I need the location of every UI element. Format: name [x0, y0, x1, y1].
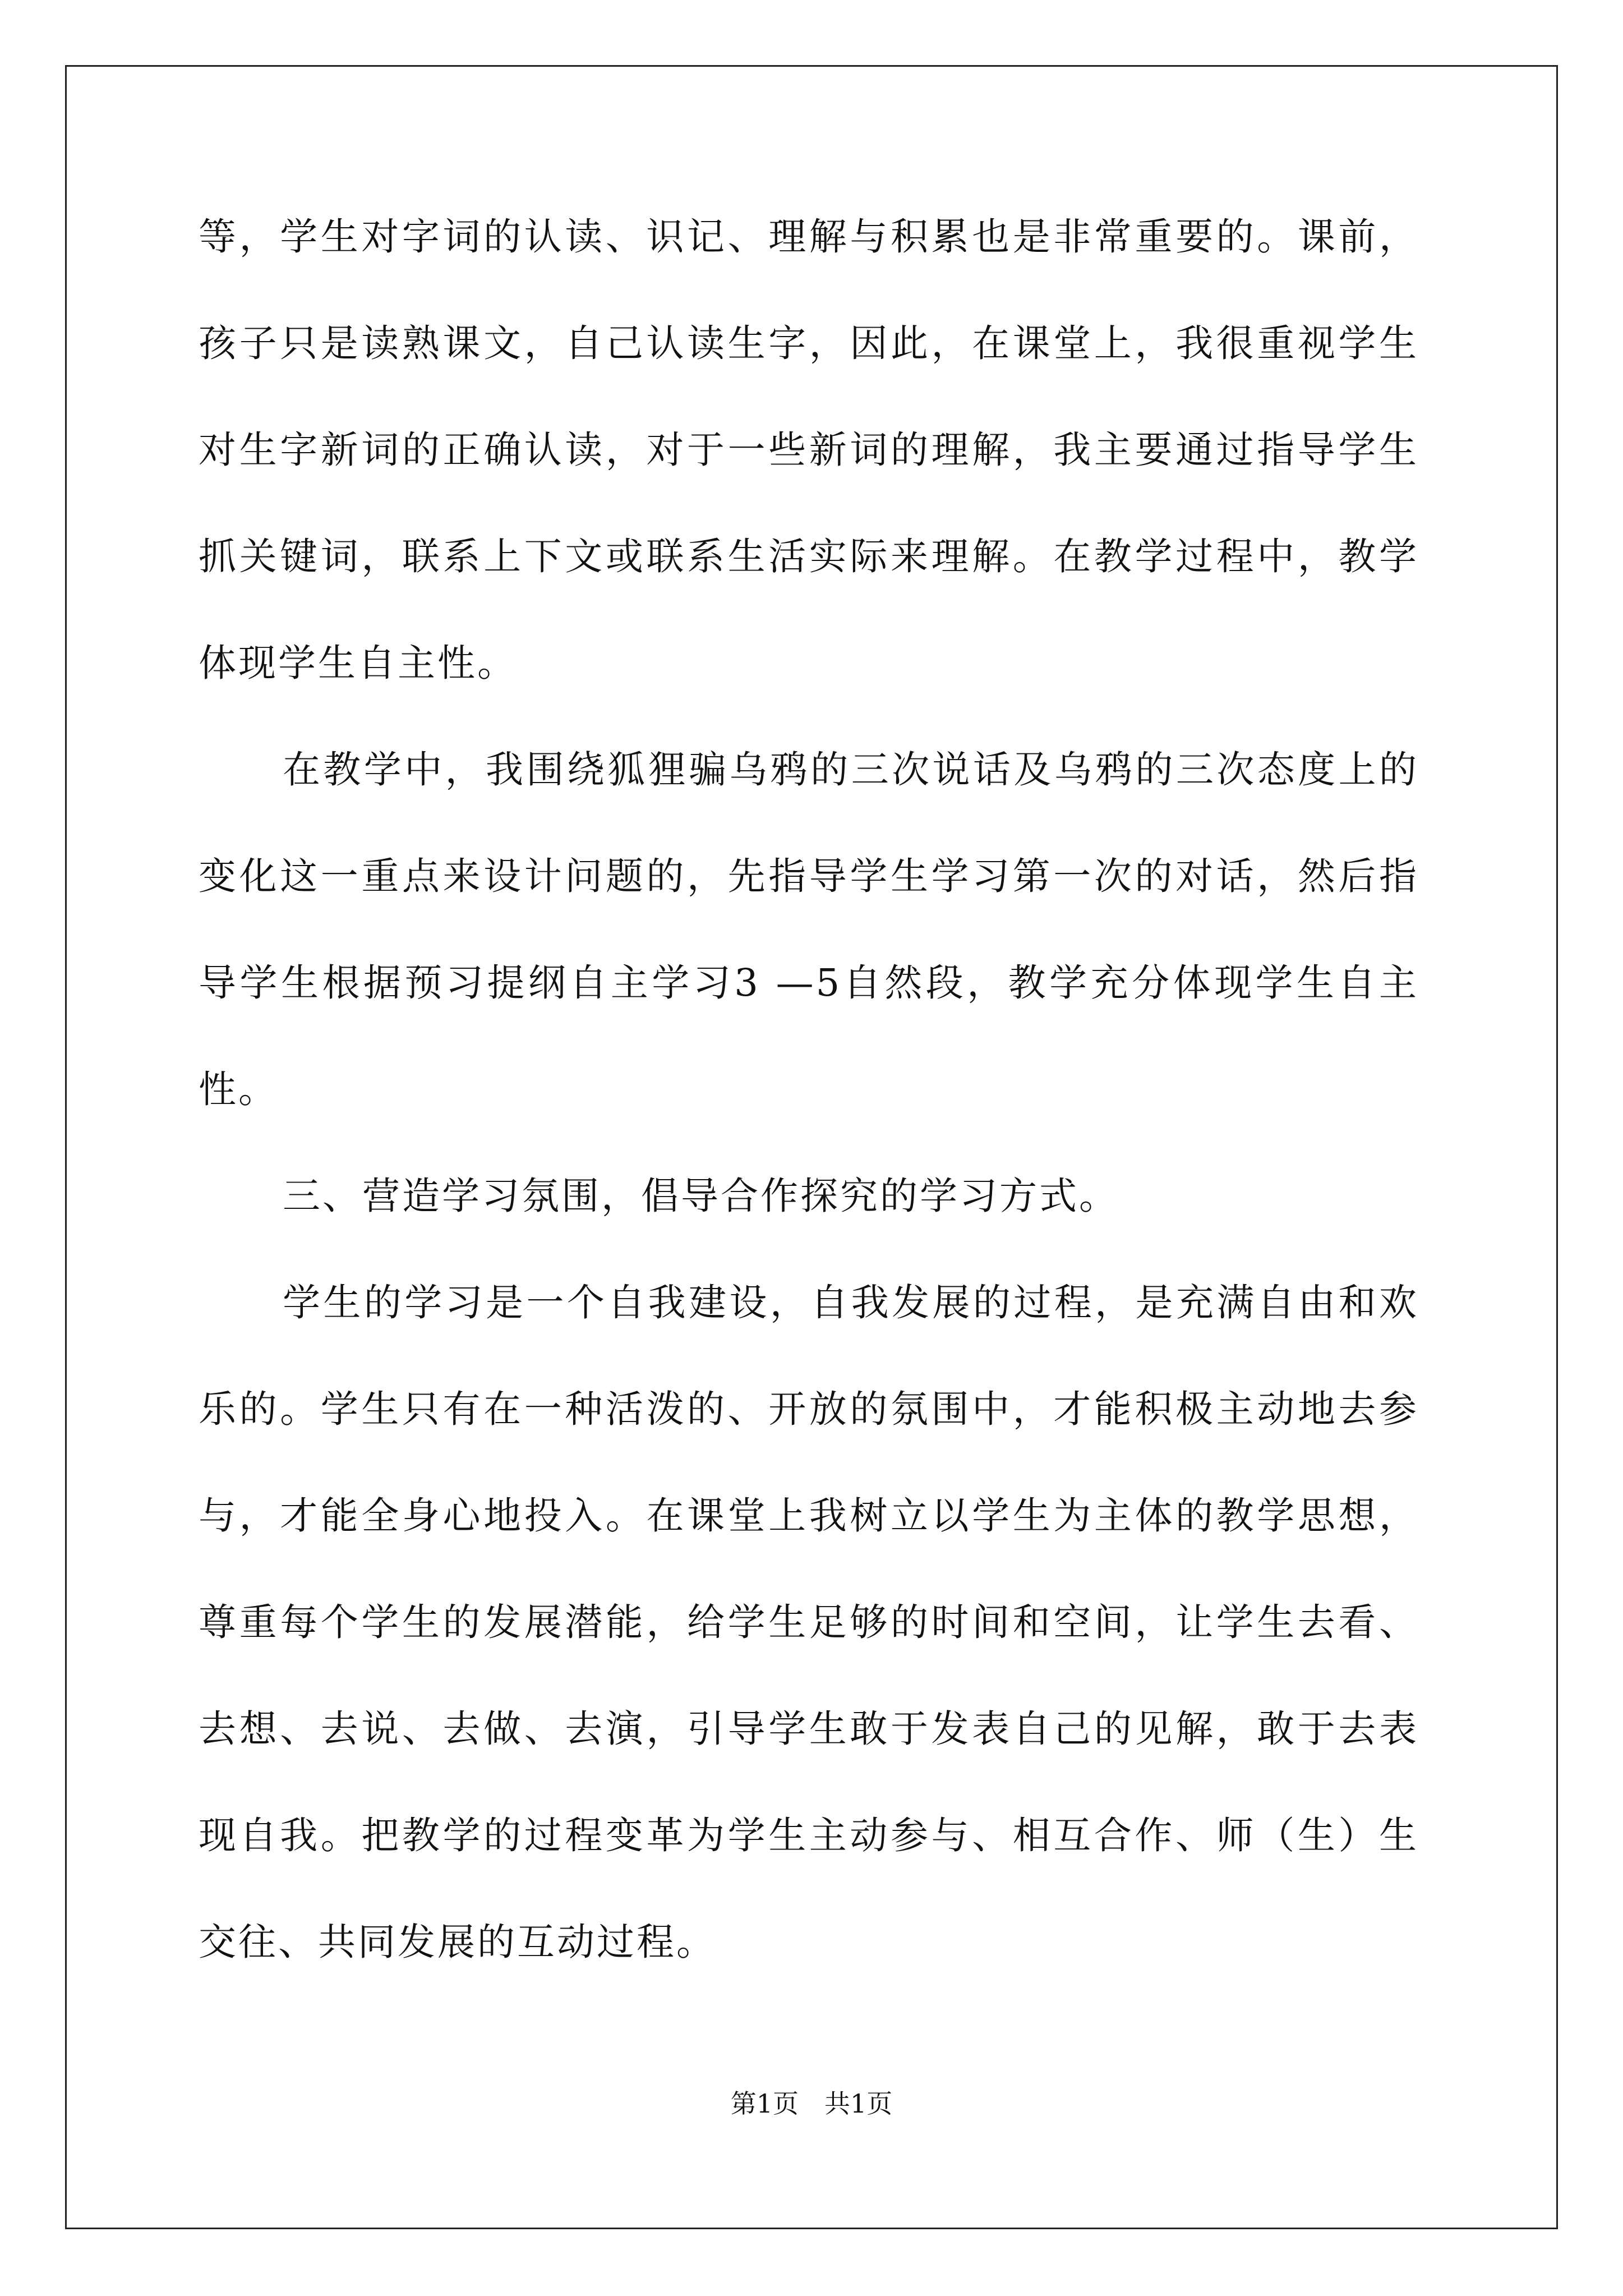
text-line-12: 乐的。学生只有在一种活泼的、开放的氛围中，才能积极主动地去参 — [199, 1387, 1419, 1431]
page-border — [65, 65, 1558, 2229]
text-line-5: 体现学生自主性。 — [199, 641, 517, 685]
text-line-7: 变化这一重点来设计问题的，先指导学生学习第一次的对话，然后指 — [199, 854, 1419, 898]
text-line-6: 在教学中，我围绕狐狸骗乌鸦的三次说话及乌鸦的三次态度上的 — [283, 748, 1419, 792]
text-line-8: 导学生根据预习提纲自主学习3 —5自然段，教学充分体现学生自主 — [199, 961, 1419, 1005]
page-footer: 第1页 共1页 — [730, 2088, 893, 2119]
text-line-13: 与，才能全身心地投入。在课堂上我树立以学生为主体的教学思想， — [199, 1494, 1419, 1538]
text-line-14: 尊重每个学生的发展潜能，给学生足够的时间和空间，让学生去看、 — [199, 1600, 1419, 1644]
text-line-9: 性。 — [199, 1068, 278, 1111]
text-line-15: 去想、去说、去做、去演，引导学生敢于发表自己的见解，敢于去表 — [199, 1707, 1419, 1751]
text-line-16: 现自我。把教学的过程变革为学生主动参与、相互合作、师（生）生 — [199, 1814, 1419, 1857]
text-line-11: 学生的学习是一个自我建设，自我发展的过程，是充满自由和欢 — [283, 1281, 1419, 1324]
text-line-2: 孩子只是读熟课文，自己认读生字，因此，在课堂上，我很重视学生 — [199, 321, 1419, 365]
text-line-3: 对生字新词的正确认读，对于一些新词的理解，我主要通过指导学生 — [199, 428, 1419, 472]
text-line-1: 等，学生对字词的认读、识记、理解与积累也是非常重要的。课前， — [199, 215, 1419, 259]
section-heading: 三、营造学习氛围，倡导合作探究的学习方式。 — [283, 1174, 1119, 1218]
text-line-4: 抓关键词，联系上下文或联系生活实际来理解。在教学过程中，教学 — [199, 535, 1419, 578]
text-line-17: 交往、共同发展的互动过程。 — [199, 1920, 716, 1964]
